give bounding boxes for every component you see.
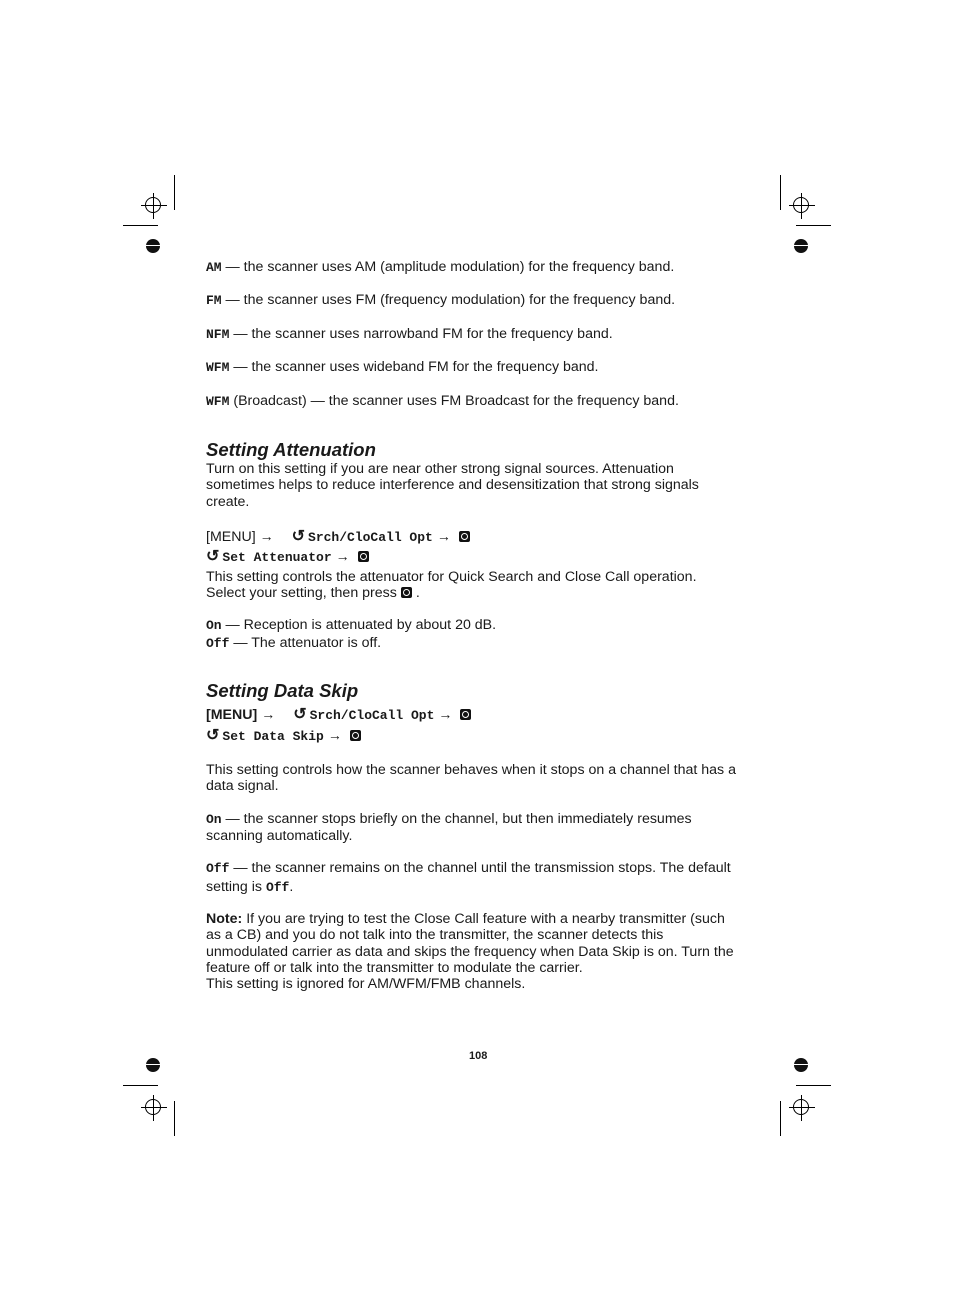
page-number: 108: [469, 1050, 488, 1062]
crop-mark: [796, 225, 831, 226]
arrow-right-icon: →: [438, 706, 453, 722]
crop-mark: [780, 175, 781, 210]
crop-mark: [174, 175, 175, 210]
dataskip-menu-path-2: ↺ Set Data Skip →: [206, 727, 361, 745]
registration-mark-icon: [793, 1099, 809, 1115]
arrow-right-icon: →: [327, 727, 342, 743]
registration-dot-icon: [794, 1058, 808, 1072]
attenuation-menu-path-2: ↺ Set Attenuator →: [206, 548, 369, 566]
select-button-icon: [460, 709, 471, 720]
attenuation-description: This setting controls the attenuator for Quick Search and Close Call operation. Select your setting, then press .: [206, 569, 697, 602]
rotate-icon: ↺: [291, 528, 306, 545]
mode-item-am: AM — the scanner uses AM (amplitude modulation) for the frequency band.: [206, 259, 675, 275]
crop-mark: [123, 225, 158, 226]
registration-dot-icon: [146, 239, 160, 253]
mode-item-fm: FM — the scanner uses FM (frequency modulation) for the frequency band.: [206, 292, 676, 308]
crop-mark: [174, 1101, 175, 1136]
crop-mark: [780, 1101, 781, 1136]
crop-mark: [123, 1085, 158, 1086]
mode-item-wfm: WFM — the scanner uses wideband FM for the frequency band.: [206, 359, 599, 375]
registration-mark-icon: [145, 1099, 161, 1115]
crop-mark: [796, 1085, 831, 1086]
arrow-right-icon: →: [436, 528, 451, 544]
section-heading-data-skip: Setting Data Skip: [206, 680, 359, 701]
arrow-right-icon: →: [335, 548, 350, 564]
rotate-icon: ↺: [206, 727, 220, 744]
rotate-icon: ↺: [206, 548, 220, 565]
dataskip-note: Note: If you are trying to test the Close Call feature with a nearby transmitter (such as a CB) and you do not talk into the transmitter, the scanner detects this unmodulated carrier as data and skips the frequency when Data Skip is on. Turn the feature off or talk into the transmitter to modulate the carrier. This setting is ignored for AM/WFM/FMB channels.: [206, 911, 734, 993]
select-button-icon: [350, 730, 361, 741]
mode-item-wfm-broadcast: WFM (Broadcast) — the scanner uses FM Broadcast for the frequency band.: [206, 393, 679, 409]
registration-dot-icon: [794, 239, 808, 253]
registration-dot-icon: [146, 1058, 160, 1072]
attenuation-option-off: Off — The attenuator is off.: [206, 635, 382, 651]
attenuation-intro: Turn on this setting if you are near other strong signal sources. Attenuation sometimes helps to reduce interference and desensitization that strong signals create.: [206, 461, 699, 510]
attenuation-menu-path-1: [MENU] → ↺ Srch/CloCall Opt →: [206, 528, 470, 546]
section-heading-attenuation: Setting Attenuation: [206, 439, 376, 460]
dataskip-option-off: Off — the scanner remains on the channel until the transmission stops. The default setting is Off.: [206, 860, 731, 896]
attenuation-option-on: On — Reception is attenuated by about 20 dB.: [206, 617, 497, 633]
dataskip-menu-path-1: [MENU] → ↺ Srch/CloCall Opt →: [206, 706, 471, 724]
arrow-right-icon: →: [261, 706, 276, 722]
registration-mark-icon: [793, 197, 809, 213]
mode-item-nfm: NFM — the scanner uses narrowband FM for the frequency band.: [206, 326, 613, 342]
registration-mark-icon: [145, 197, 161, 213]
arrow-right-icon: →: [259, 528, 274, 544]
rotate-icon: ↺: [293, 706, 307, 723]
dataskip-description: This setting controls how the scanner behaves when it stops on a channel that has a data signal.: [206, 762, 736, 795]
select-button-icon: [459, 531, 470, 542]
select-button-icon: [358, 551, 369, 562]
select-button-icon: [401, 587, 412, 598]
dataskip-option-on: On — the scanner stops briefly on the channel, but then immediately resumes scanning automatically.: [206, 811, 692, 845]
